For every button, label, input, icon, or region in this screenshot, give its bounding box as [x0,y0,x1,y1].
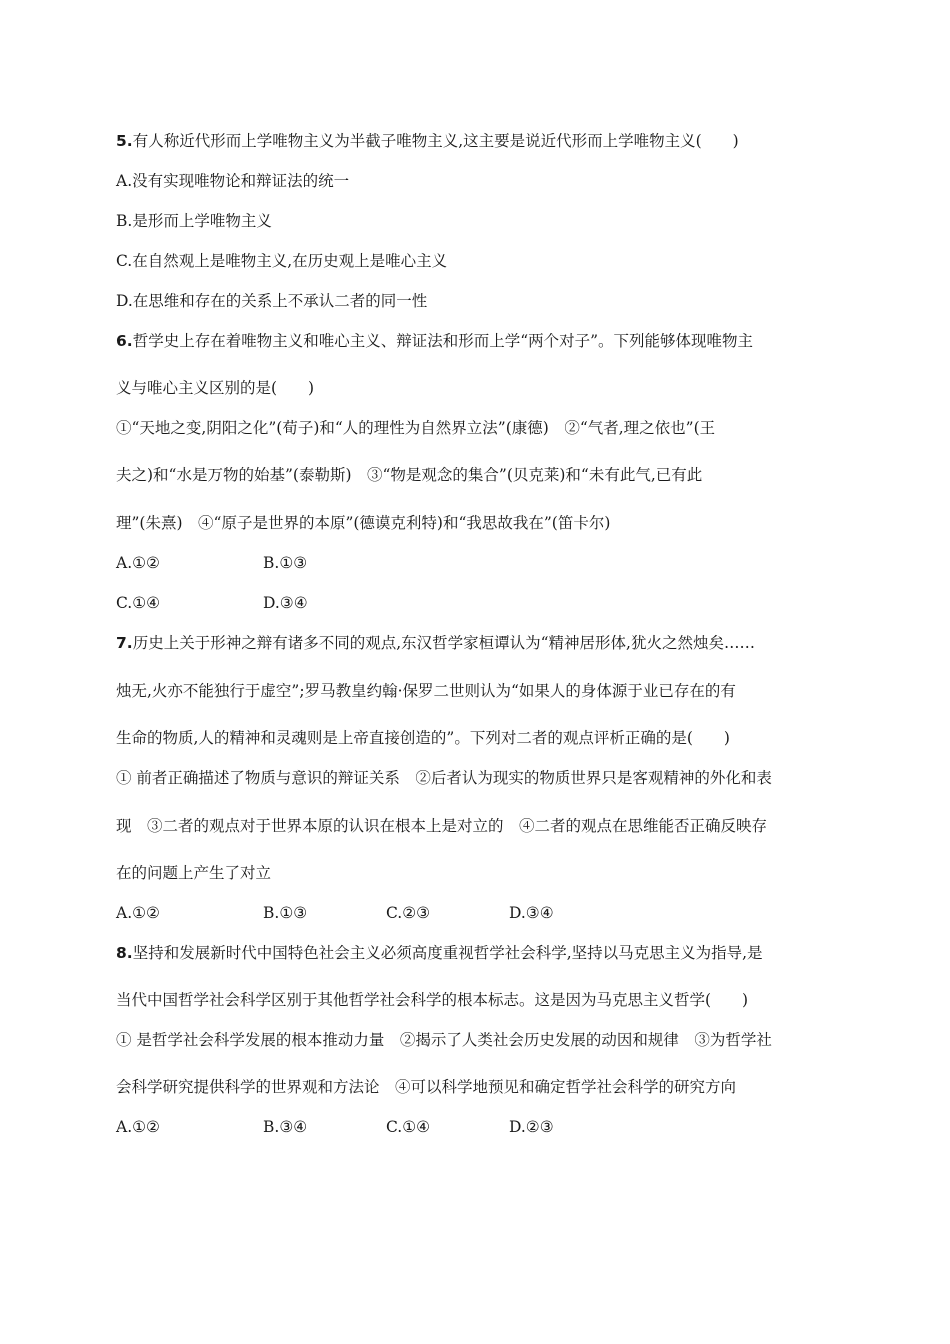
q7-items-line3: 在的问题上产生了对立 [116,864,272,882]
q7-stem-line1 [116,633,836,653]
q5-stem [116,131,836,151]
q6-items-line3: 理”(朱熹) ④“原子是世界的本原”(德谟克利特)和“我思故我在”(笛卡尔) [116,514,611,532]
q7-number: 7. [116,634,133,652]
q7-items-line2: 现 ③二者的观点对于世界本原的认识在根本上是对立的 ④二者的观点在思维能否正确反映存 [116,817,768,835]
q8-stem-line1 [116,943,836,963]
q6-option-a: A.①② [116,554,160,572]
q5-option-d: D.在思维和存在的关系上不承认二者的同一性 [116,292,428,310]
q8-stem-text1: 坚持和发展新时代中国特色社会主义必须高度重视哲学社会科学,坚持以马克思主义为指导,是 [132,944,763,962]
q6-items-line2: 夫之)和“水是万物的始基”(泰勒斯) ③“物是观念的集合”(贝克莱)和“未有此气,已有此 [116,466,703,484]
q8-option-b: B.③④ [263,1118,308,1136]
q8-number: 8. [116,944,133,962]
q8-option-a: A.①② [116,1118,160,1136]
q8-items-line2: 会科学研究提供科学的世界观和方法论 ④可以科学地预见和确定哲学社会科学的研究方向 [116,1078,737,1096]
q6-option-c: C.①④ [116,594,161,612]
q7-items-line1: ① 前者正确描述了物质与意识的辩证关系 ②后者认为现实的物质世界只是客观精神的外化和表 [116,769,772,787]
q5-option-c: C.在自然观上是唯物主义,在历史观上是唯心主义 [116,252,448,270]
q6-number: 6. [116,332,133,350]
q7-stem-text1: 历史上关于形神之辩有诸多不同的观点,东汉哲学家桓谭认为“精神居形体,犹火之然烛矣…… [132,634,755,652]
q7-option-b: B.①③ [263,904,308,922]
q7-option-d: D.③④ [509,904,554,922]
q8-items-line1: ① 是哲学社会科学发展的根本推动力量 ②揭示了人类社会历史发展的动因和规律 ③为哲学社 [116,1031,772,1049]
q5-option-b: B.是形而上学唯物主义 [116,212,272,230]
q5-option-a: A.没有实现唯物论和辩证法的统一 [116,172,350,190]
q7-option-a: A.①② [116,904,160,922]
q5-number: 5. [116,132,133,150]
q6-stem-text1: 哲学史上存在着唯物主义和唯心主义、辩证法和形而上学“两个对子”。下列能够体现唯物主 [132,332,754,350]
q7-stem-line2: 烛无,火亦不能独行于虚空”;罗马教皇约翰·保罗二世则认为“如果人的身体源于业已存在的有 [116,682,736,700]
q6-option-d: D.③④ [263,594,308,612]
q6-stem-line2: 义与唯心主义区别的是( ) [116,379,315,397]
q7-option-c: C.②③ [386,904,431,922]
q5-stem-text: 有人称近代形而上学唯物主义为半截子唯物主义,这主要是说近代形而上学唯物主义( ) [132,132,739,150]
q6-items-line1: ①“天地之变,阴阳之化”(荀子)和“人的理性为自然界立法”(康德) ②“气者,理之依也”(王 [116,419,716,437]
q6-option-b: B.①③ [263,554,308,572]
q6-stem-line1 [116,331,836,351]
q8-stem-line2: 当代中国哲学社会科学区别于其他哲学社会科学的根本标志。这是因为马克思主义哲学( ) [116,991,749,1009]
q8-option-d: D.②③ [509,1118,554,1136]
q8-option-c: C.①④ [386,1118,431,1136]
q7-stem-line3: 生命的物质,人的精神和灵魂则是上帝直接创造的”。下列对二者的观点评析正确的是( ) [116,729,730,747]
